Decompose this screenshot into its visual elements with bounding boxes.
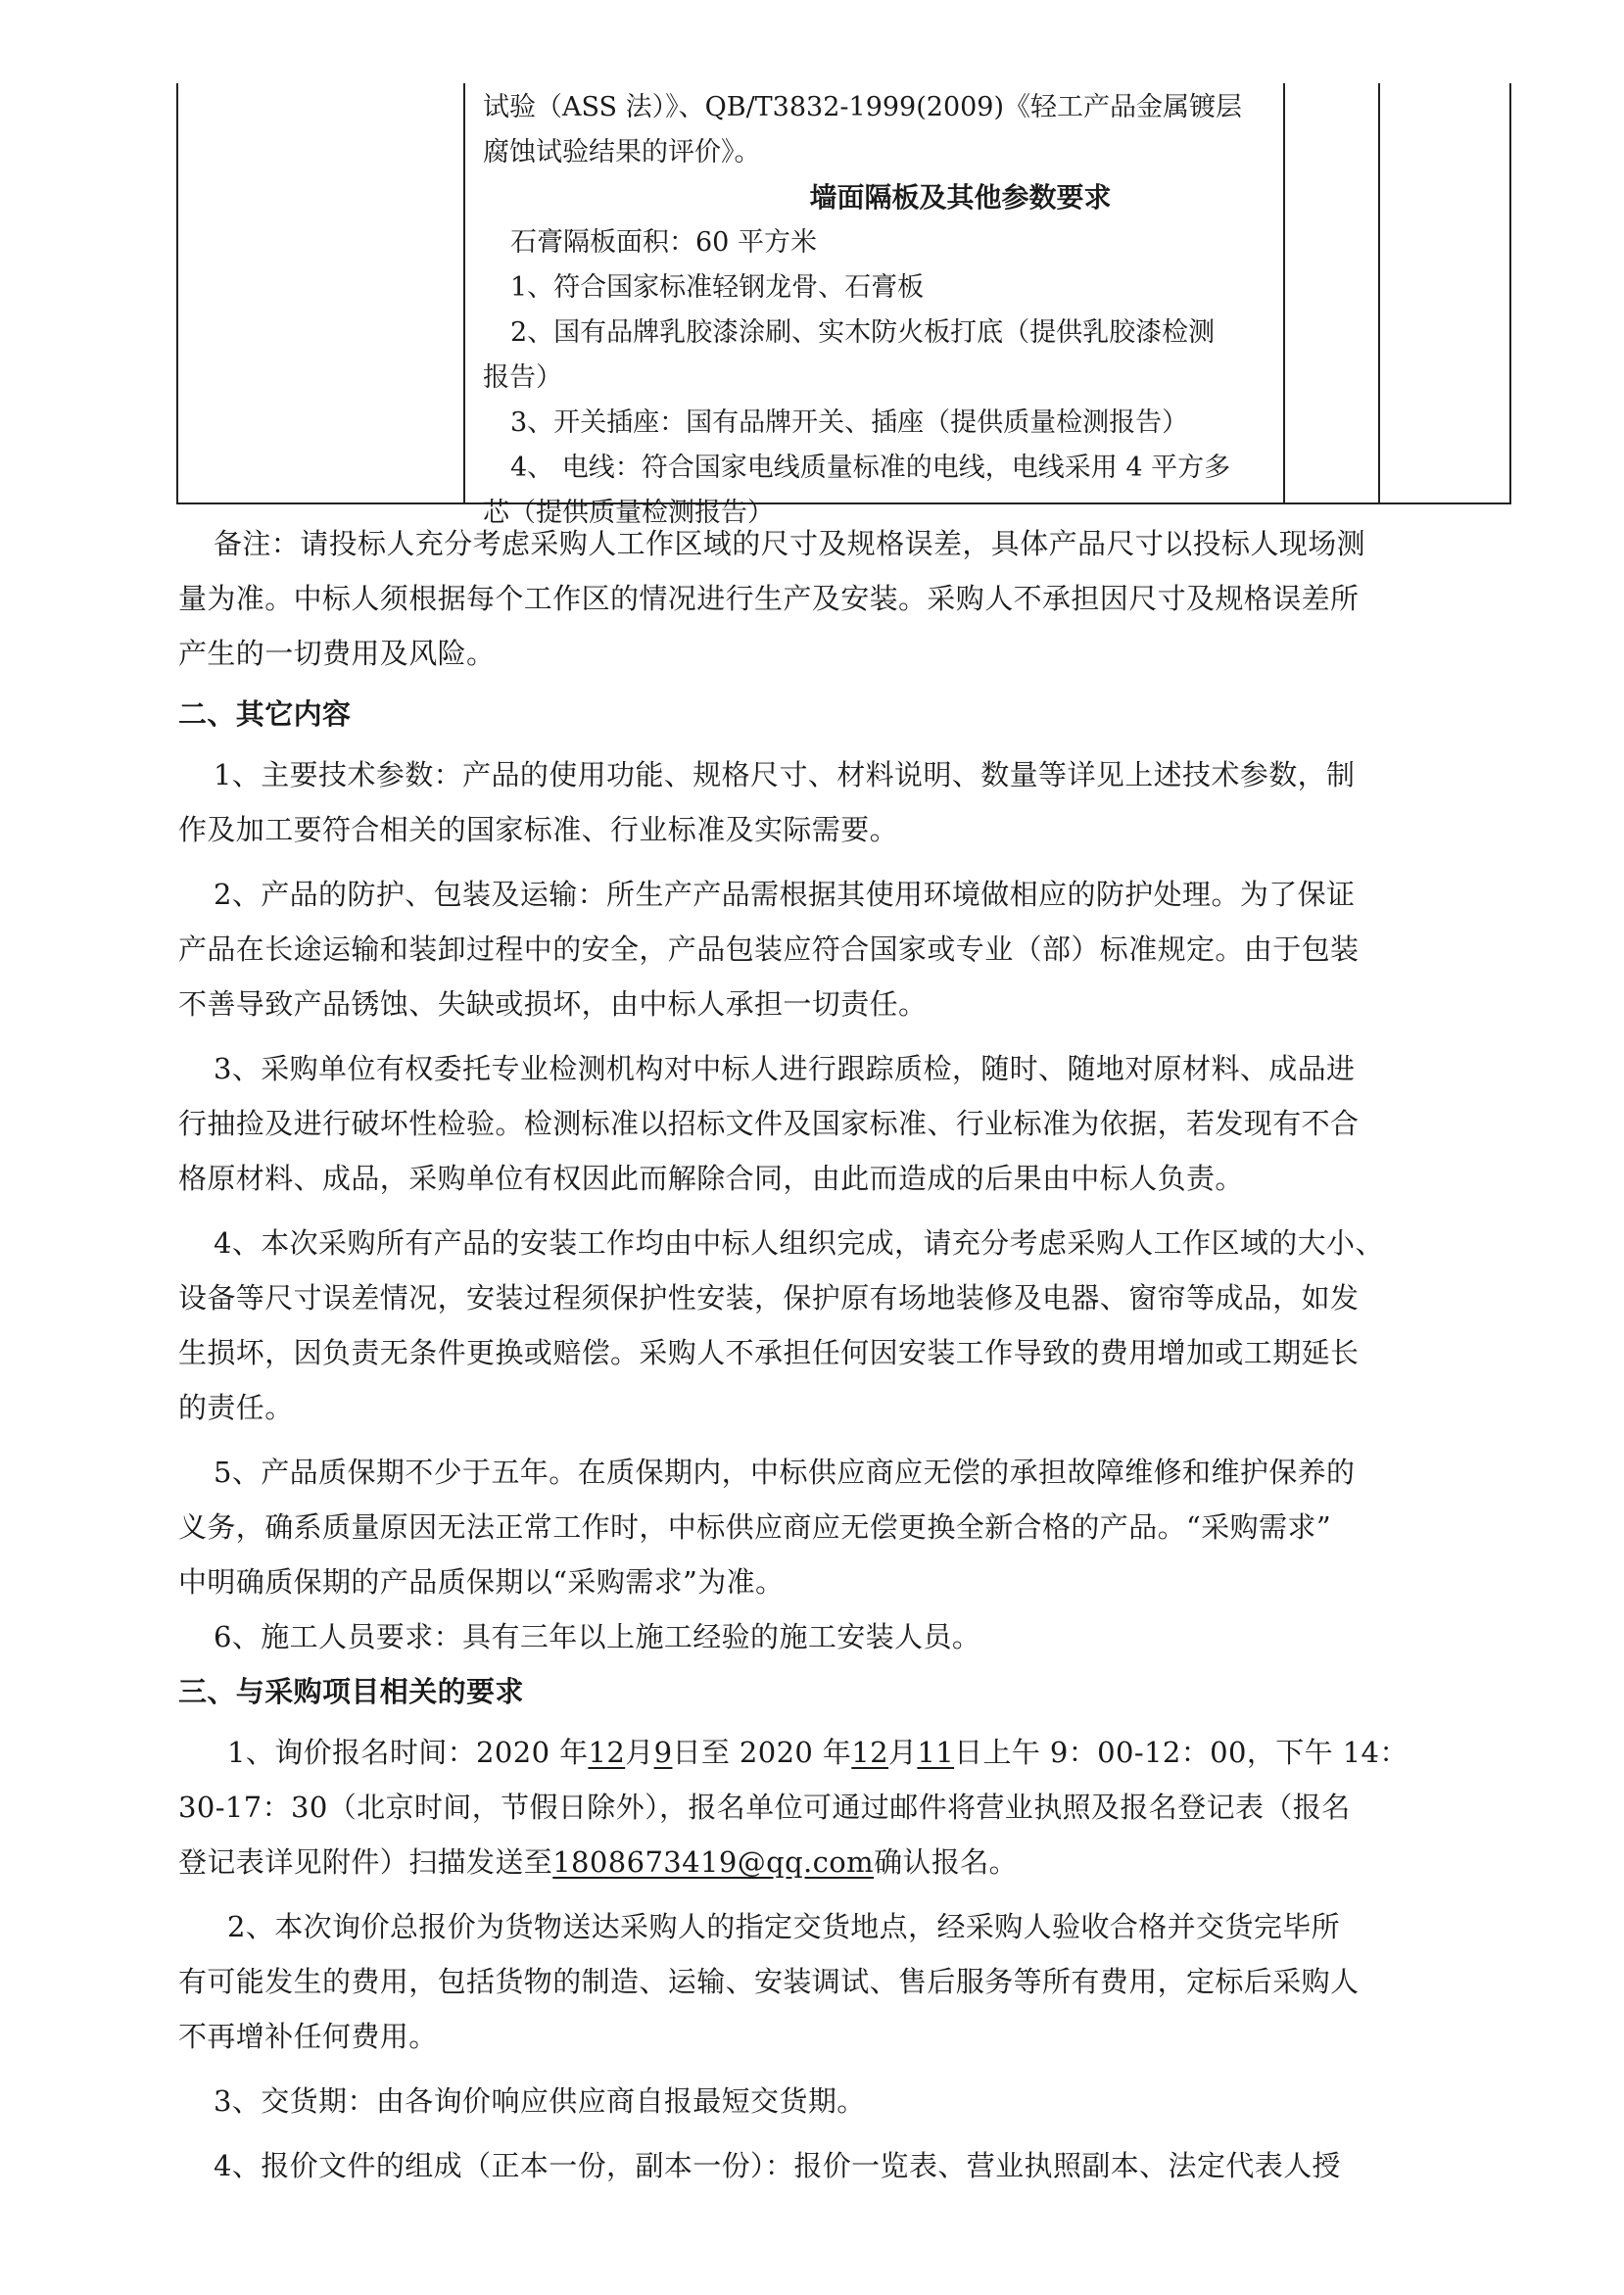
section2-item3: 3、采购单位有权委托专业检测机构对中标人进行跟踪质检，随时、随地对原材料、成品进 bbox=[214, 1052, 1356, 1085]
section3-item4: 4、报价文件的组成（正本一份，副本一份）：报价一览表、营业执照副本、法定代表人授 bbox=[214, 2149, 1341, 2182]
spec-line: 1、符合国家标准轻钢龙骨、石膏板 bbox=[510, 272, 925, 303]
section2-item4: 设备等尺寸误差情况，安装过程须保护性安装，保护原有场地装修及电器、窗帘等成品，如发 bbox=[178, 1281, 1360, 1315]
spec-line: 4、 电线：符合国家电线质量标准的电线，电线采用 4 平方多 bbox=[510, 453, 1231, 483]
table-border-right bbox=[1509, 83, 1511, 504]
email-link[interactable]: 1808673419@qq.com bbox=[552, 1845, 875, 1879]
day-start: 9 bbox=[653, 1736, 673, 1769]
section3-item1 bbox=[178, 1835, 1501, 1889]
cell-line: 腐蚀试验结果的评价》。 bbox=[483, 137, 761, 167]
text-run: 月 bbox=[888, 1736, 918, 1769]
section3-item2: 有可能发生的费用，包括货物的制造、运输、安装调试、售后服务等所有费用，定标后采购人 bbox=[178, 1965, 1360, 1998]
section3-item1 bbox=[178, 1725, 1501, 1780]
note-line: 量为准。中标人须根据每个工作区的情况进行生产及安装。采购人不承担因尺寸及规格误差所 bbox=[178, 582, 1360, 615]
spec-subheading: 墙面隔板及其他参数要求 bbox=[809, 181, 1112, 214]
text-run: 1、询价报名时间：2020 年 bbox=[227, 1736, 589, 1769]
section3-item2: 2、本次询价总报价为货物送达采购人的指定交货地点，经采购人验收合格并交货完毕所 bbox=[227, 1910, 1341, 1943]
text-run: 日至 2020 年 bbox=[672, 1736, 852, 1769]
section2-item2: 2、产品的防护、包装及运输：所生产产品需根据其使用环境做相应的防护处理。为了保证 bbox=[214, 878, 1356, 911]
section2-item2: 产品在长途运输和装卸过程中的安全，产品包装应符合国家或专业（部）标准规定。由于包装 bbox=[178, 932, 1360, 966]
section-heading-2: 二、其它内容 bbox=[178, 697, 352, 731]
section2-item6: 6、施工人员要求：具有三年以上施工经验的施工安装人员。 bbox=[214, 1620, 981, 1653]
spec-line: 石膏隔板面积：60 平方米 bbox=[510, 227, 817, 258]
section2-item4: 的责任。 bbox=[178, 1391, 294, 1424]
section2-item3: 格原材料、成品，采购单位有权因此而解除合同，由此而造成的后果由中标人负责。 bbox=[178, 1162, 1244, 1195]
section2-item5: 义务，确系质量原因无法正常工作时，中标供应商应无偿更换全新合格的产品。“采购需求” bbox=[178, 1510, 1332, 1544]
month-start: 12 bbox=[588, 1736, 626, 1769]
text-run: 日上午 9：00-12：00，下午 14： bbox=[954, 1736, 1409, 1769]
section2-item2: 不善导致产品锈蚀、失缺或损坏，由中标人承担一切责任。 bbox=[178, 987, 928, 1021]
table-divider-1 bbox=[463, 83, 465, 504]
section3-item3: 3、交货期：由各询价响应供应商自报最短交货期。 bbox=[214, 2084, 866, 2118]
section2-item3: 行抽捡及进行破坏性检验。检测标准以招标文件及国家标准、行业标准为依据，若发现有不合 bbox=[178, 1107, 1360, 1140]
section2-item4: 生损坏，因负责无条件更换或赔偿。采购人不承担任何因安装工作导致的费用增加或工期延长 bbox=[178, 1336, 1360, 1369]
section3-item1: 30-17：30（北京时间，节假日除外），报名单位可通过邮件将营业执照及报名登记表（报名 bbox=[178, 1791, 1351, 1824]
spec-line: 2、国有品牌乳胶漆涂刷、实木防火板打底（提供乳胶漆检测 bbox=[510, 317, 1216, 348]
spec-table bbox=[176, 83, 1511, 528]
spec-line: 3、开关插座：国有品牌开关、插座（提供质量检测报告） bbox=[510, 407, 1189, 438]
table-border-left bbox=[176, 83, 178, 504]
note-line: 产生的一切费用及风险。 bbox=[178, 637, 496, 670]
section3-item2: 不再增补任何费用。 bbox=[178, 2020, 438, 2053]
day-end: 11 bbox=[917, 1736, 955, 1769]
section-heading-3: 三、与采购项目相关的要求 bbox=[178, 1675, 524, 1708]
text-run: 确认报名。 bbox=[874, 1845, 1019, 1879]
text-run: 月 bbox=[625, 1736, 654, 1769]
document-body bbox=[178, 516, 1501, 2193]
text-run: 登记表详见附件）扫描发送至 bbox=[178, 1845, 553, 1879]
spec-line: 芯（提供质量检测报告） bbox=[483, 498, 774, 528]
section2-item4: 4、本次采购所有产品的安装工作均由中标人组织完成，请充分考虑采购人工作区域的大小、 bbox=[214, 1226, 1384, 1260]
spec-cell bbox=[483, 85, 1457, 536]
section2-item5: 中明确质保期的产品质保期以“采购需求”为准。 bbox=[178, 1565, 785, 1599]
section2-item1: 作及加工要符合相关的国家标准、行业标准及实际需要。 bbox=[178, 813, 899, 846]
section2-item1: 1、主要技术参数：产品的使用功能、规格尺寸、材料说明、数量等详见上述技术参数，制 bbox=[214, 758, 1356, 791]
cell-line: 试验（ASS 法）》、QB/T3832-1999(2009)《轻工产品金属镀层 bbox=[483, 92, 1243, 122]
note-line: 备注：请投标人充分考虑采购人工作区域的尺寸及规格误差，具体产品尺寸以投标人现场测 bbox=[214, 527, 1366, 560]
month-end: 12 bbox=[851, 1736, 888, 1769]
section2-item5: 5、产品质保期不少于五年。在质保期内，中标供应商应无偿的承担故障维修和维护保养的 bbox=[214, 1456, 1356, 1489]
spec-line: 报告） bbox=[483, 362, 562, 393]
